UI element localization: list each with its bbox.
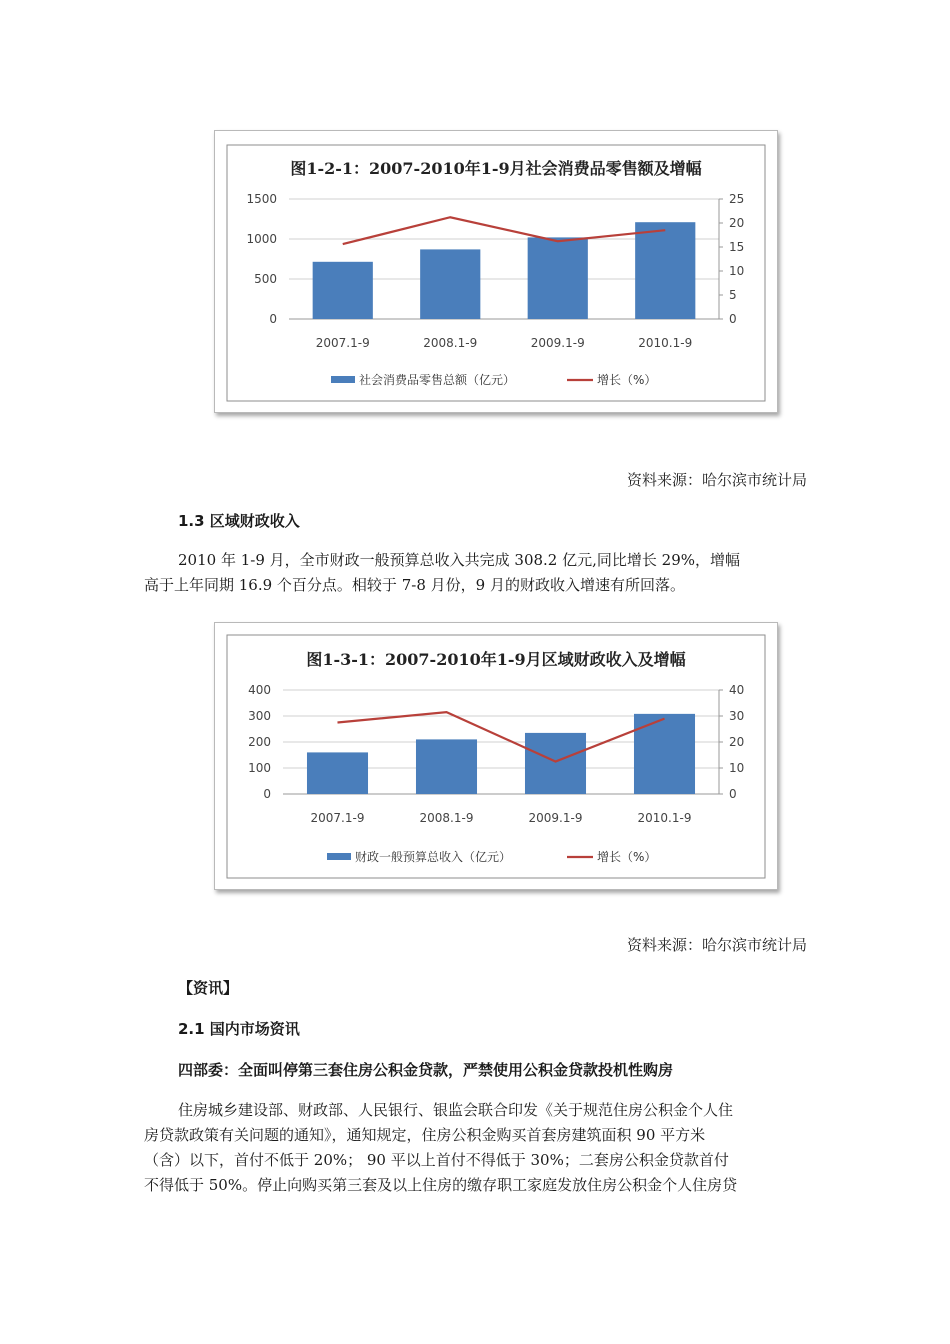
legend-label-line: 增长（%） (597, 373, 657, 387)
chart-fiscal-revenue-svg (215, 623, 777, 889)
y2-tick-label: 30 (729, 709, 745, 723)
y2-tick-label: 20 (729, 216, 745, 230)
paragraph-fiscal-revenue (144, 548, 808, 598)
y2-tick-label: 15 (729, 240, 745, 254)
paragraph-line: 住房城乡建设部、财政部、人民银行、银监会联合印发《关于规范住房公积金个人住 (178, 1101, 734, 1119)
paragraph-line: 不得低于 50%。停止向购买第三套及以上住房的缴存职工家庭发放住房公积金个人住房贷 (144, 1176, 738, 1194)
y2-tick-label: 0 (729, 787, 737, 801)
y-tick-label: 1000 (246, 232, 277, 246)
bar (525, 733, 586, 794)
x-tick-label: 2009.1-9 (530, 336, 585, 350)
chart-retail-sales (214, 130, 778, 413)
x-tick-label: 2008.1-9 (423, 336, 478, 350)
x-tick-label: 2010.1-9 (638, 336, 693, 350)
section-heading-2-1: 2.1 国内市场资讯 (178, 1020, 300, 1038)
y2-tick-label: 25 (729, 192, 745, 206)
legend-label-line: 增长（%） (597, 850, 657, 864)
legend-label-bar: 社会消费品零售总额（亿元） (359, 373, 516, 387)
legend-swatch-bar (327, 853, 351, 860)
bar (416, 739, 477, 794)
bar (313, 262, 373, 319)
chart-title: 图1-3-1：2007-2010年1-9月区域财政收入及增幅 (306, 650, 686, 669)
y2-tick-label: 10 (729, 761, 745, 775)
y-tick-label: 200 (248, 735, 271, 749)
bar (528, 237, 588, 319)
x-tick-label: 2010.1-9 (637, 811, 692, 825)
y-tick-label: 500 (254, 272, 277, 286)
chart-retail-sales-svg (215, 131, 777, 412)
legend-label-bar: 财政一般预算总收入（亿元） (355, 850, 512, 864)
y2-tick-label: 20 (729, 735, 745, 749)
x-tick-label: 2009.1-9 (528, 811, 583, 825)
bar (635, 222, 695, 319)
y-tick-label: 1500 (246, 192, 277, 206)
x-tick-label: 2007.1-9 (315, 336, 370, 350)
paragraph-line: 高于上年同期 16.9 个百分点。相较于 7-8 月份，9 月的财政收入增速有所回落。 (144, 576, 685, 594)
y-tick-label: 0 (269, 312, 277, 326)
x-tick-label: 2007.1-9 (310, 811, 365, 825)
y-tick-label: 0 (263, 787, 271, 801)
y-tick-label: 100 (248, 761, 271, 775)
news-title: 四部委：全面叫停第三套住房公积金贷款，严禁使用公积金贷款投机性购房 (178, 1061, 674, 1079)
y-tick-label: 300 (248, 709, 271, 723)
bar (307, 752, 368, 794)
chart-fiscal-revenue (214, 622, 778, 890)
y2-tick-label: 10 (729, 264, 745, 278)
y-tick-label: 400 (248, 683, 271, 697)
y2-tick-label: 0 (729, 312, 737, 326)
x-tick-label: 2008.1-9 (419, 811, 474, 825)
source-note-1: 资料来源：哈尔滨市统计局 (626, 471, 807, 489)
chart-title: 图1-2-1：2007-2010年1-9月社会消费品零售额及增幅 (290, 159, 702, 178)
legend-swatch-bar (331, 376, 355, 383)
paragraph-line: （含）以下，首付不低于 20%； 90 平以上首付不得低于 30%；二套房公积金贷款首付 (144, 1151, 729, 1169)
bar (420, 249, 480, 319)
y2-tick-label: 5 (729, 288, 737, 302)
paragraph-housing-fund (144, 1098, 808, 1198)
source-note-2: 资料来源：哈尔滨市统计局 (626, 936, 807, 954)
y2-tick-label: 40 (729, 683, 745, 697)
news-tag: 【资讯】 (178, 979, 239, 997)
paragraph-line: 房贷款政策有关问题的通知》，通知规定，住房公积金购买首套房建筑面积 90 平方米 (144, 1126, 706, 1144)
section-heading-1-3: 1.3 区域财政收入 (178, 512, 300, 530)
paragraph-line: 2010 年 1-9 月，全市财政一般预算总收入共完成 308.2 亿元,同比增长 29%，增幅 (178, 551, 740, 569)
